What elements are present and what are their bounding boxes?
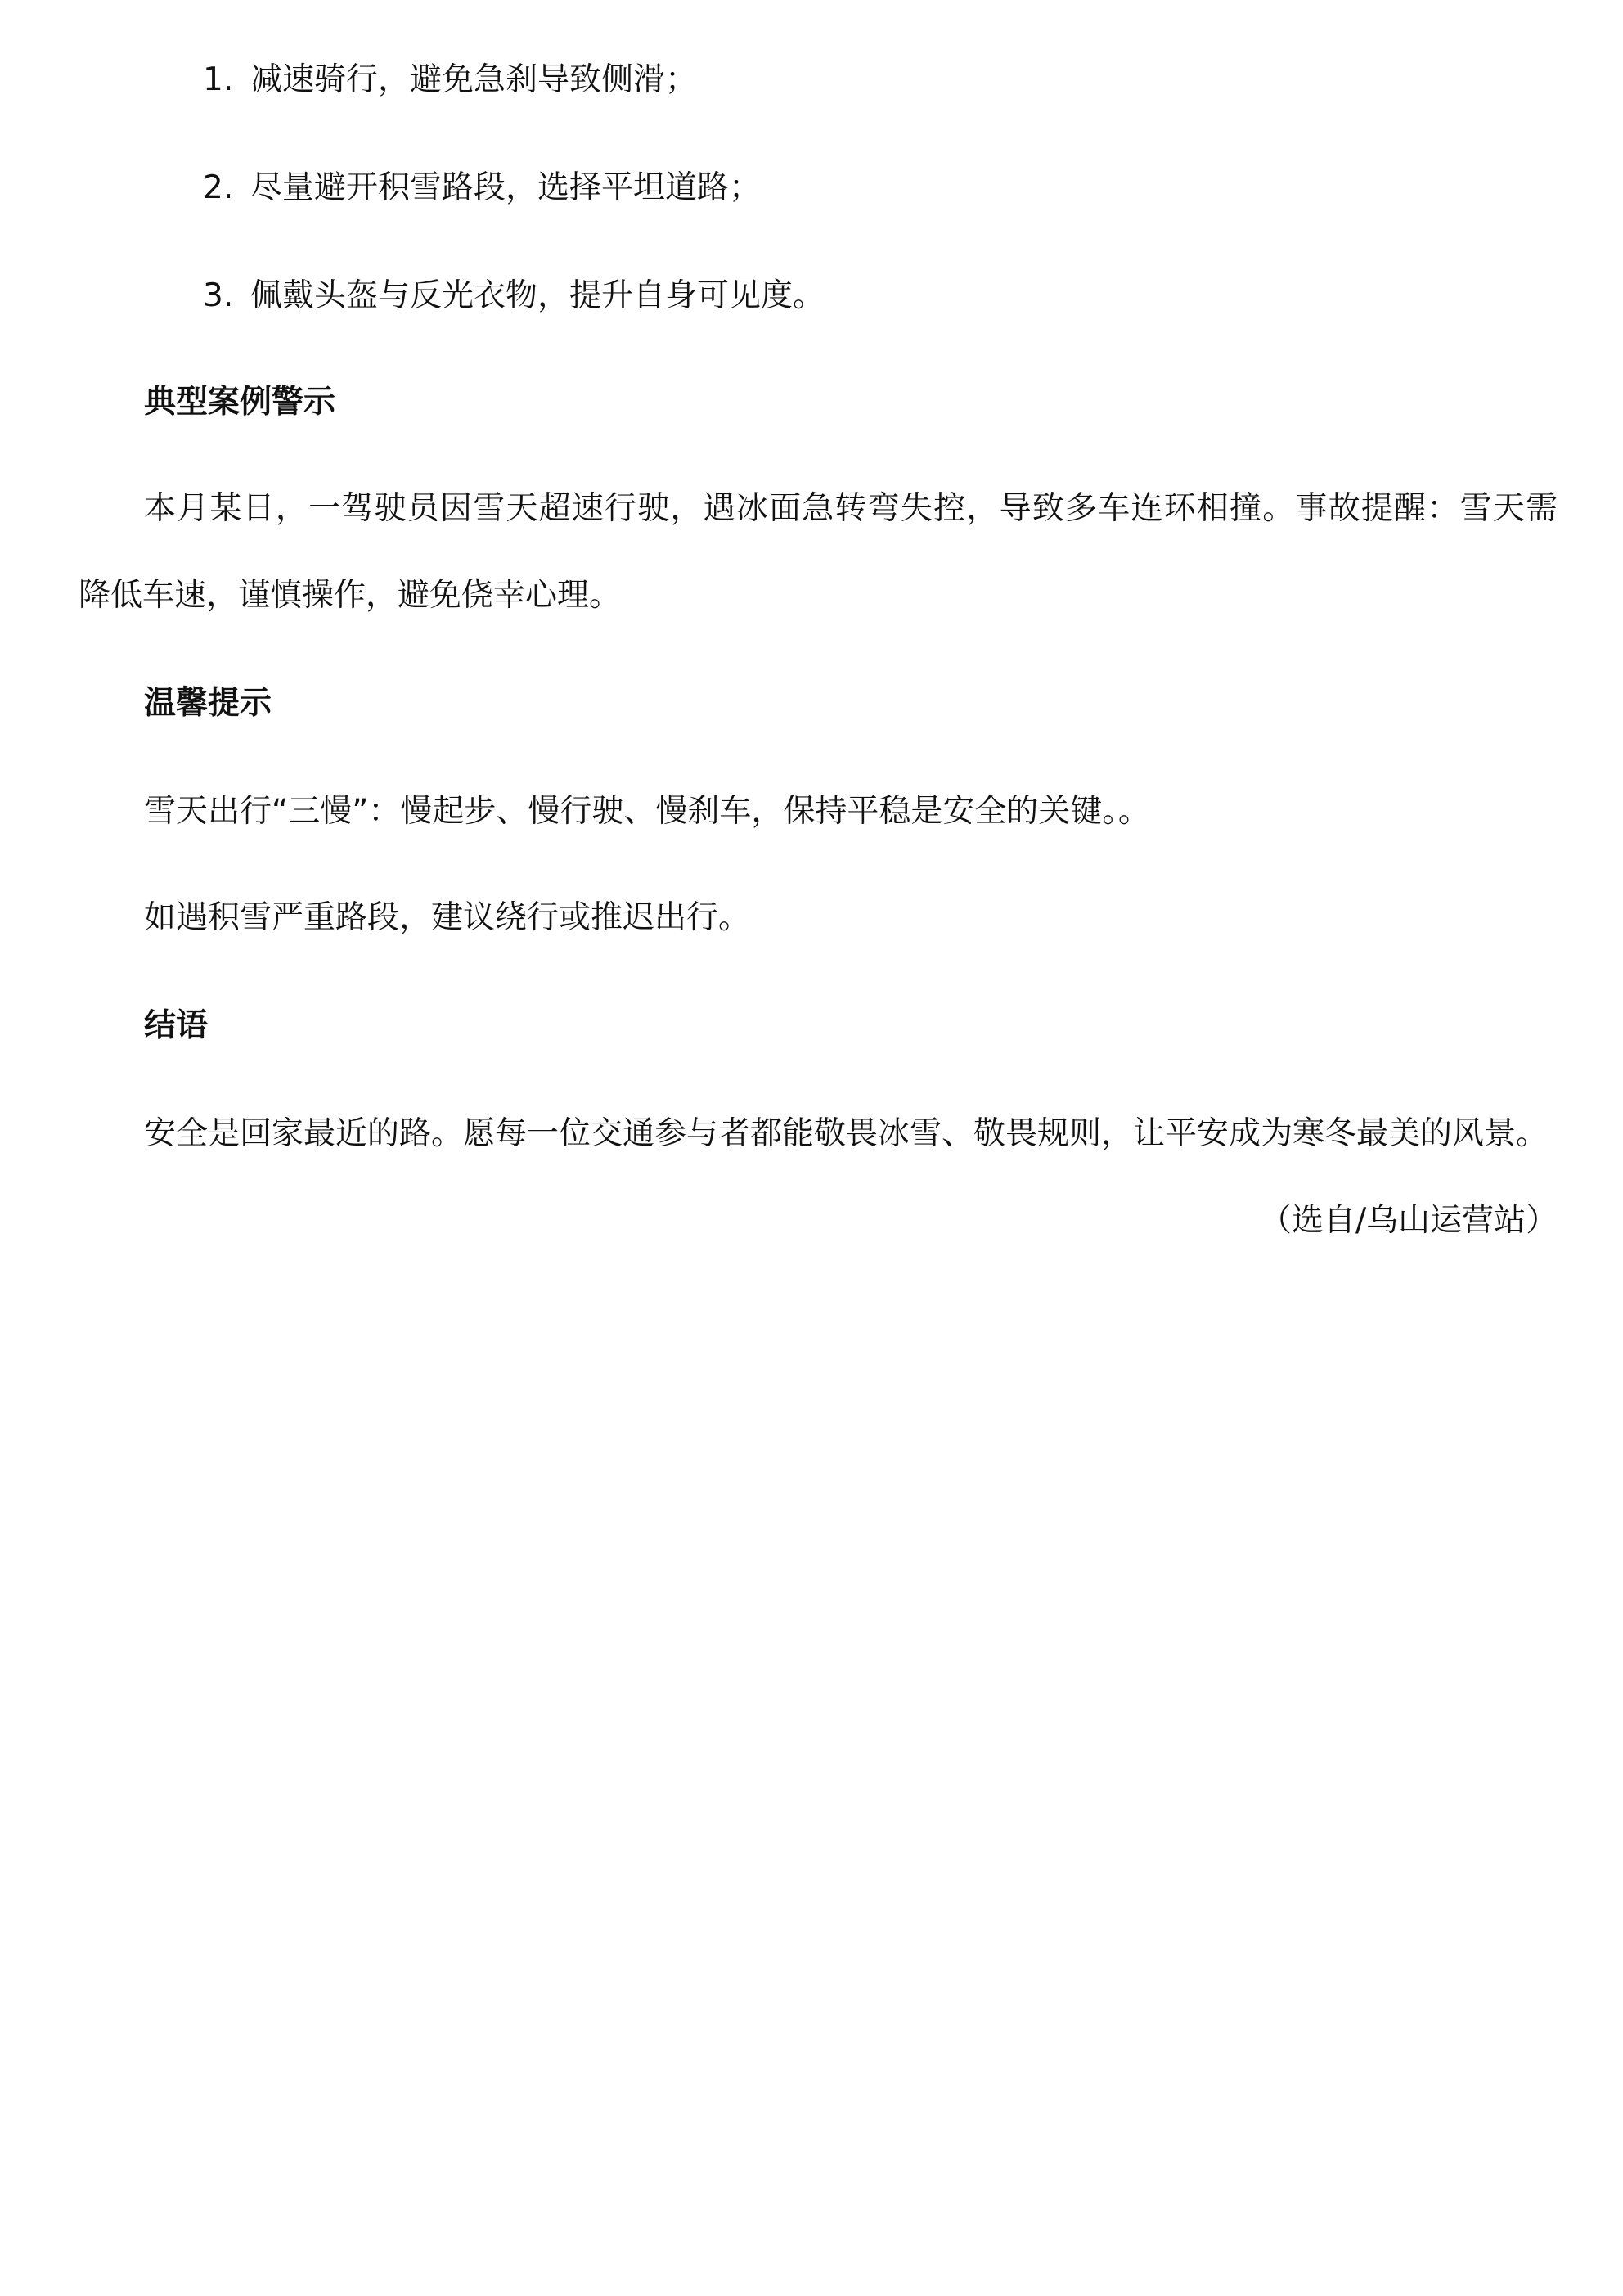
list-item-text: 尽量避开积雪路段，选择平坦道路； (250, 169, 762, 206)
list-item-number: 2. (203, 169, 234, 206)
section-heading-conclusion: 结语 (144, 1007, 209, 1044)
case-paragraph-line2: 降低车速，谨慎操作，避免侥幸心理。 (79, 577, 622, 614)
section-heading-case: 典型案例警示 (144, 384, 336, 421)
conclusion-paragraph: 安全是回家最近的路。愿每一位交通参与者都能敬畏冰雪、敬畏规则，让平安成为寒冬最美的风景。 (144, 1115, 1549, 1152)
list-item-number: 3. (203, 277, 234, 314)
list-item-text: 减速骑行，避免急刹导致侧滑； (250, 61, 698, 98)
tips-paragraph-1: 雪天出行“三慢”：慢起步、慢行驶、慢刹车，保持平稳是安全的关键。。 (144, 793, 1150, 830)
list-item-number: 1. (203, 61, 234, 98)
case-paragraph-line1: 本月某日，一驾驶员因雪天超速行驶，遇冰面急转弯失控，导致多车连环相撞。事故提醒：雪天需 (144, 490, 1558, 527)
section-heading-tips: 温馨提示 (144, 685, 272, 722)
tips-paragraph-2: 如遇积雪严重路段，建议绕行或推迟出行。 (144, 899, 751, 936)
source-attribution: （选自/乌山运营站） (1260, 1202, 1558, 1239)
list-item-text: 佩戴头盔与反光衣物，提升自身可见度。 (250, 277, 825, 314)
